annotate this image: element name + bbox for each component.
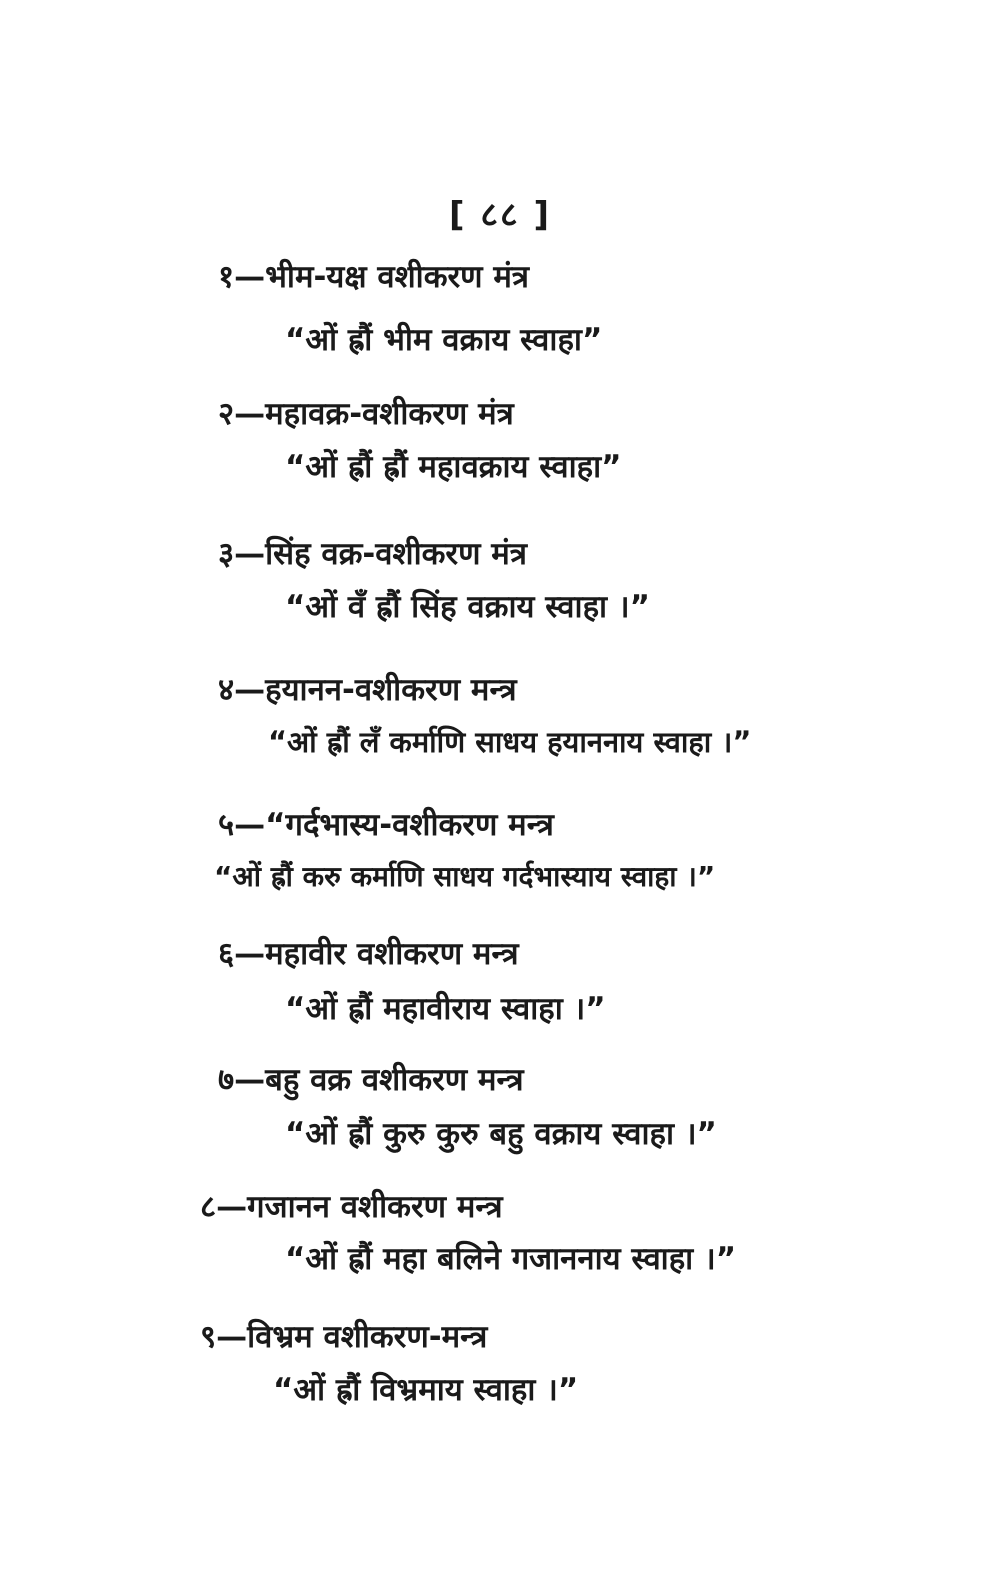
mantra-heading: ९—विभ्रम वशीकरण-मन्त्र	[200, 1319, 488, 1355]
mantra-heading: ७—बहु वक्र वशीकरण मन्त्र	[218, 1062, 524, 1098]
page-number: [ ८८ ]	[448, 195, 552, 235]
mantra-text: “ओं वँ ह्रौं सिंह वक्राय स्वाहा ।”	[285, 589, 650, 625]
mantra-text: “ओं ह्रौं कुरु कुरु बहु वक्राय स्वाहा ।”	[285, 1116, 717, 1152]
mantra-text: “ओं ह्रौं विभ्रमाय स्वाहा ।”	[273, 1372, 579, 1408]
mantra-heading: २—महावक्र-वशीकरण मंत्र	[218, 396, 514, 432]
mantra-text: “ओं ह्रौं महा बलिने गजाननाय स्वाहा ।”	[285, 1241, 737, 1277]
mantra-heading: ६—महावीर वशीकरण मन्त्र	[218, 936, 519, 972]
mantra-text: “ओं ह्रौं करु कर्माणि साधय गर्दभास्याय स्वाहा ।”	[214, 860, 716, 893]
mantra-heading: ४—हयानन-वशीकरण मन्त्र	[218, 672, 517, 708]
mantra-heading: ३—सिंह वक्र-वशीकरण मंत्र	[218, 536, 527, 572]
mantra-text: “ओं ह्रौं भीम वक्राय स्वाहा”	[285, 322, 603, 358]
mantra-heading: ५—“गर्दभास्य-वशीकरण मन्त्र	[218, 807, 554, 843]
mantra-heading: १—भीम-यक्ष वशीकरण मंत्र	[218, 259, 530, 295]
mantra-text: “ओं ह्रौं महावीराय स्वाहा ।”	[285, 991, 606, 1027]
mantra-text: “ओं ह्रौं ह्रौं महावक्राय स्वाहा”	[285, 449, 622, 485]
mantra-heading: ८—गजानन वशीकरण मन्त्र	[200, 1189, 503, 1225]
mantra-text: “ओं ह्रौं लँ कर्माणि साधय हयाननाय स्वाहा ।”	[268, 725, 752, 759]
